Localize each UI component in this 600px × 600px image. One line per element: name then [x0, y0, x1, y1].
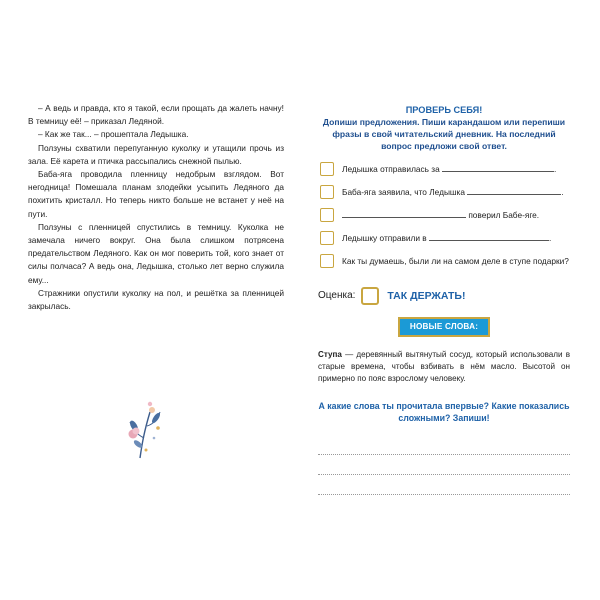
rating-checkbox[interactable] — [361, 287, 379, 305]
task-text: поверил Бабе-яге. — [342, 209, 539, 221]
story-paragraph-3: Ползуны схватили перепуганную куколку и утащили прочь из зала. Её карета и птичка рассыпались снежной пылью. — [28, 142, 284, 166]
answer-blank[interactable] — [442, 163, 554, 172]
answer-lines — [318, 435, 570, 495]
task-checkbox[interactable] — [320, 231, 334, 245]
rating-label: Оценка: — [318, 290, 356, 302]
answer-blank[interactable] — [342, 209, 466, 218]
task-checkbox[interactable] — [320, 208, 334, 222]
task-checkbox[interactable] — [320, 254, 334, 268]
new-words-question: А какие слова ты прочитала впервые? Какие показались сложными? Запиши! — [318, 400, 570, 424]
story-paragraph-4: Баба-яга проводила пленницу недобрым взглядом. Вот негодница! Помешала планам злодейки усыпить Ледяного да похитить кристалл. Но теперь никто больше не встанет у неё на пути. — [28, 169, 284, 219]
task-item — [318, 163, 570, 186]
story-paragraph-1: – А ведь и правда, кто я такой, если прощать да жалеть начну! В темницу её! – приказал Ледяной. — [28, 103, 284, 127]
word-definition — [318, 349, 570, 386]
story-paragraph-5: Ползуны с пленницей спустились в темницу. Куколка не замечала ничего вокруг. Она была слишком потрясена предательством Ледяного. Как он мог поверить той, кого знает от силы полчаса? А ведь она, Ледышка, столько лет верно служила ему... — [28, 221, 284, 285]
flower-illustration — [126, 398, 166, 460]
answer-blank[interactable] — [429, 232, 549, 241]
story-text — [28, 102, 284, 313]
task-text: Ледышка отправилась за . — [342, 163, 557, 174]
task-text: Как ты думаешь, были ли на самом деле в ступе подарки? — [342, 255, 569, 266]
task-text: Баба-яга заявила, что Ледышка . — [342, 186, 564, 197]
task-item — [318, 232, 570, 255]
quiz-page — [318, 104, 570, 495]
task-checkbox[interactable] — [320, 185, 334, 199]
answer-blank[interactable] — [467, 186, 561, 195]
definition-text: — деревянный вытянутый сосуд, который использовали в старые времена, чтобы взбивать в нём масло. Высотой он примерно по пояс взрослому человеку. — [318, 349, 570, 384]
task-item — [318, 186, 570, 209]
task-checkbox[interactable] — [320, 162, 334, 176]
task-list — [318, 163, 570, 285]
story-paragraph-6: Стражники опустили куколку на пол, и решётка за пленницей закрылась. — [28, 287, 284, 312]
new-words-badge: НОВЫЕ СЛОВА: — [398, 317, 490, 337]
task-item — [318, 209, 570, 232]
story-paragraph-2: – Как же так... – прошептала Ледышка. — [38, 129, 189, 140]
task-text: Ледышку отправили в . — [342, 232, 552, 243]
answer-line[interactable] — [318, 435, 570, 455]
definition-term: Ступа — [318, 349, 342, 359]
answer-line[interactable] — [318, 455, 570, 475]
task-item — [318, 255, 570, 285]
rating-row — [318, 287, 570, 305]
quiz-instructions: Допиши предложения. Пиши карандашом или перепиши фразы в свой читательский дневник. На последний вопрос предложи свой ответ. — [322, 117, 566, 152]
answer-line[interactable] — [318, 475, 570, 495]
quiz-title: ПРОВЕРЬ СЕБЯ! — [405, 105, 483, 115]
rating-text: ТАК ДЕРЖАТЬ! — [387, 289, 466, 302]
